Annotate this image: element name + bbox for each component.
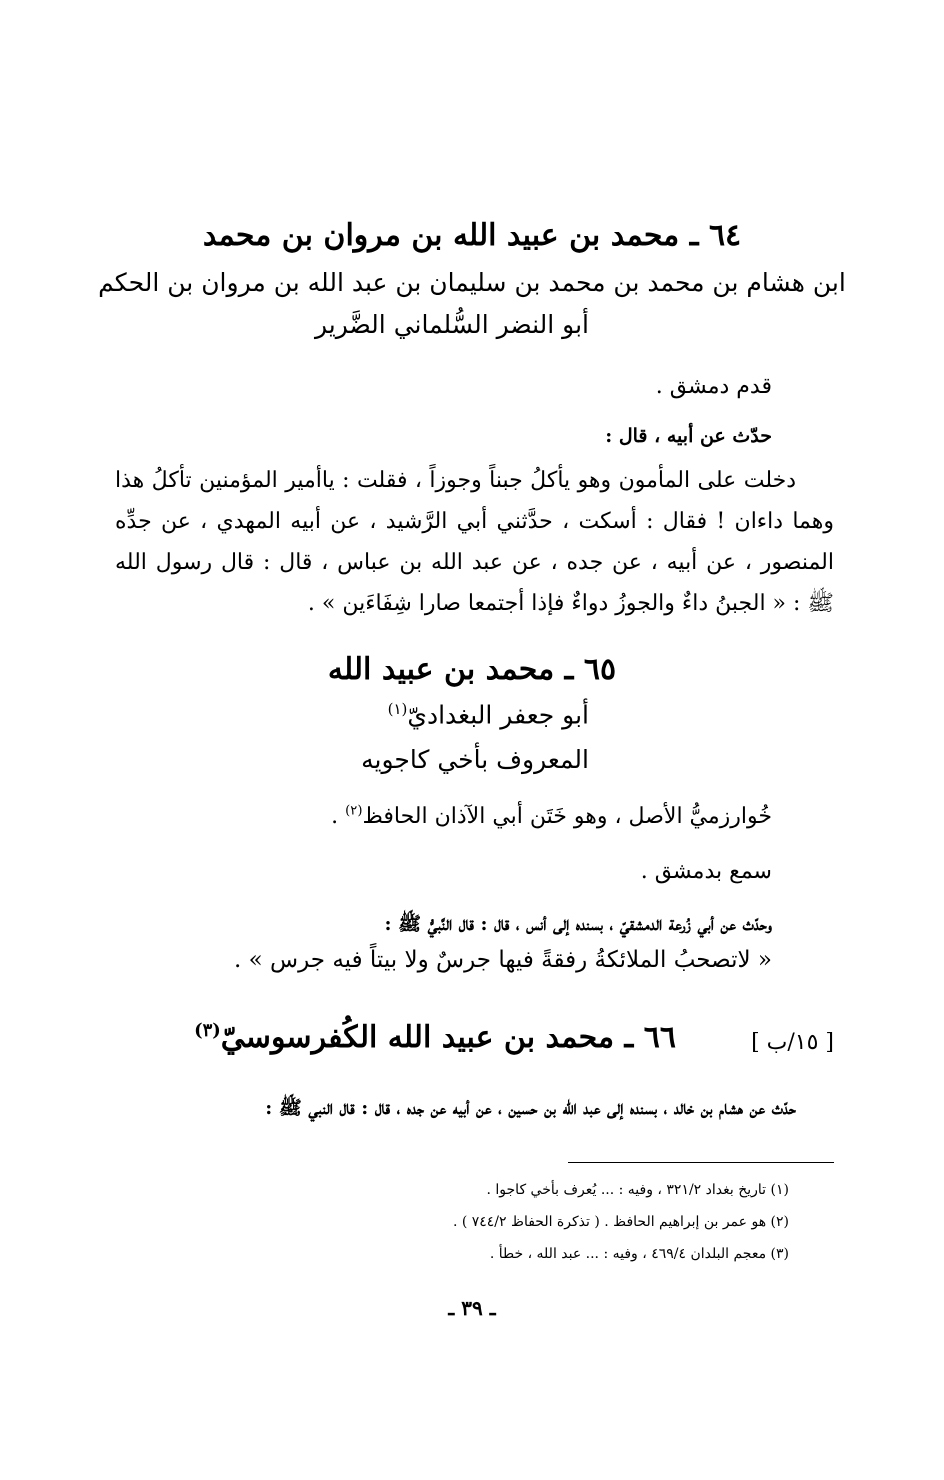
entry-65-origin (331, 800, 772, 833)
entry-66-narration: حدّث عن هشام بن خالد ، بسنده إلى عبد الله بن حسين ، عن أبيه عن جده ، قال : قال النبي ﷺ : (265, 1097, 796, 1119)
entry-64-kunya: أبو النضر السُّلماني الضَّرير (314, 310, 589, 339)
entry-65-kunya (388, 700, 589, 729)
footnote-3: (٣) معجم البلدان ٤٦٩/٤ ، وفيه : ... عبد الله ، خطأ . (489, 1246, 789, 1262)
entry-65-heard: سمع بدمشق . (640, 859, 772, 884)
footnote-ref-3: (٣) (194, 1020, 221, 1041)
entry-65-kunya-text: أبو جعفر البغداديّ (407, 700, 589, 730)
entry-65-origin-end: . (331, 804, 346, 829)
entry-64-hadith-text: دخلت على المأمون وهو يأكلُ جبناً وجوزاً ، فقلت : ياأمير المؤمنين تأكلُ هذا وهما داءان ! فقال : أسكت ، حدَّثني أبي الرَّشيد ، عن أبيه المهدي ، عن جدِّه المنصور ، عن أبيه ، عن جده ، عن عبد الله بن عباس ، قال : قال رسول الله ﷺ : « الجبنُ داءٌ والجوزُ دواءٌ فإذا أجتمعا صارا شِفَاءَين » . (115, 468, 834, 616)
entry-65-heading: ٦٥ ـ محمد بن عبيد الله (327, 652, 617, 687)
footnote-2: (٢) هو عمر بن إبراهيم الحافظ . ( تذكرة الحفاظ ٧٤٤/٢ ) . (452, 1214, 789, 1230)
footnote-ref-1: (١) (387, 700, 408, 718)
entry-64-narration-intro: حدّث عن أبيه ، قال : (605, 425, 772, 447)
footnote-divider (568, 1162, 834, 1163)
manuscript-folio-ref: [ ١٥/ب ] (751, 1030, 834, 1055)
entry-64-lineage: ابن هشام بن محمد بن محمد بن سليمان بن عبد الله بن مروان بن الحكم (98, 268, 846, 297)
entry-65-known-as: المعروف بأخي كاجويه (361, 745, 589, 774)
entry-66-heading (194, 1020, 676, 1055)
entry-66-heading-text: ٦٦ ـ محمد بن عبيد الله الكُفرسوسيّ (220, 1020, 676, 1055)
entry-64-note-damascus: قدم دمشق . (655, 374, 772, 399)
entry-65-hadith-text: « لاتصحبُ الملائكةُ رفقةً فيها جرسٌ ولا بيتاً فيه جرس » . (234, 947, 772, 973)
entry-64-heading: ٦٤ ـ محمد بن عبيد الله بن مروان بن محمد (202, 218, 742, 253)
entry-65-origin-text: خُوارزميُّ الأصل ، وهو خَتَن أبي الآذان الحافظ (362, 804, 772, 829)
footnote-ref-2: (٢) (345, 803, 363, 819)
entry-65-narration-intro: وحدّث عن أبي زُرعة الدمشقيّ ، بسنده إلى أنس ، قال : قال النَّبيُّ ﷺ : (384, 913, 772, 935)
footnote-1: (١) تاريخ بغداد ٣٢١/٢ ، وفيه : ... يُعرف بأخي كاجوا . (486, 1182, 789, 1198)
page-number: ـ ٣٩ ـ (448, 1296, 496, 1320)
